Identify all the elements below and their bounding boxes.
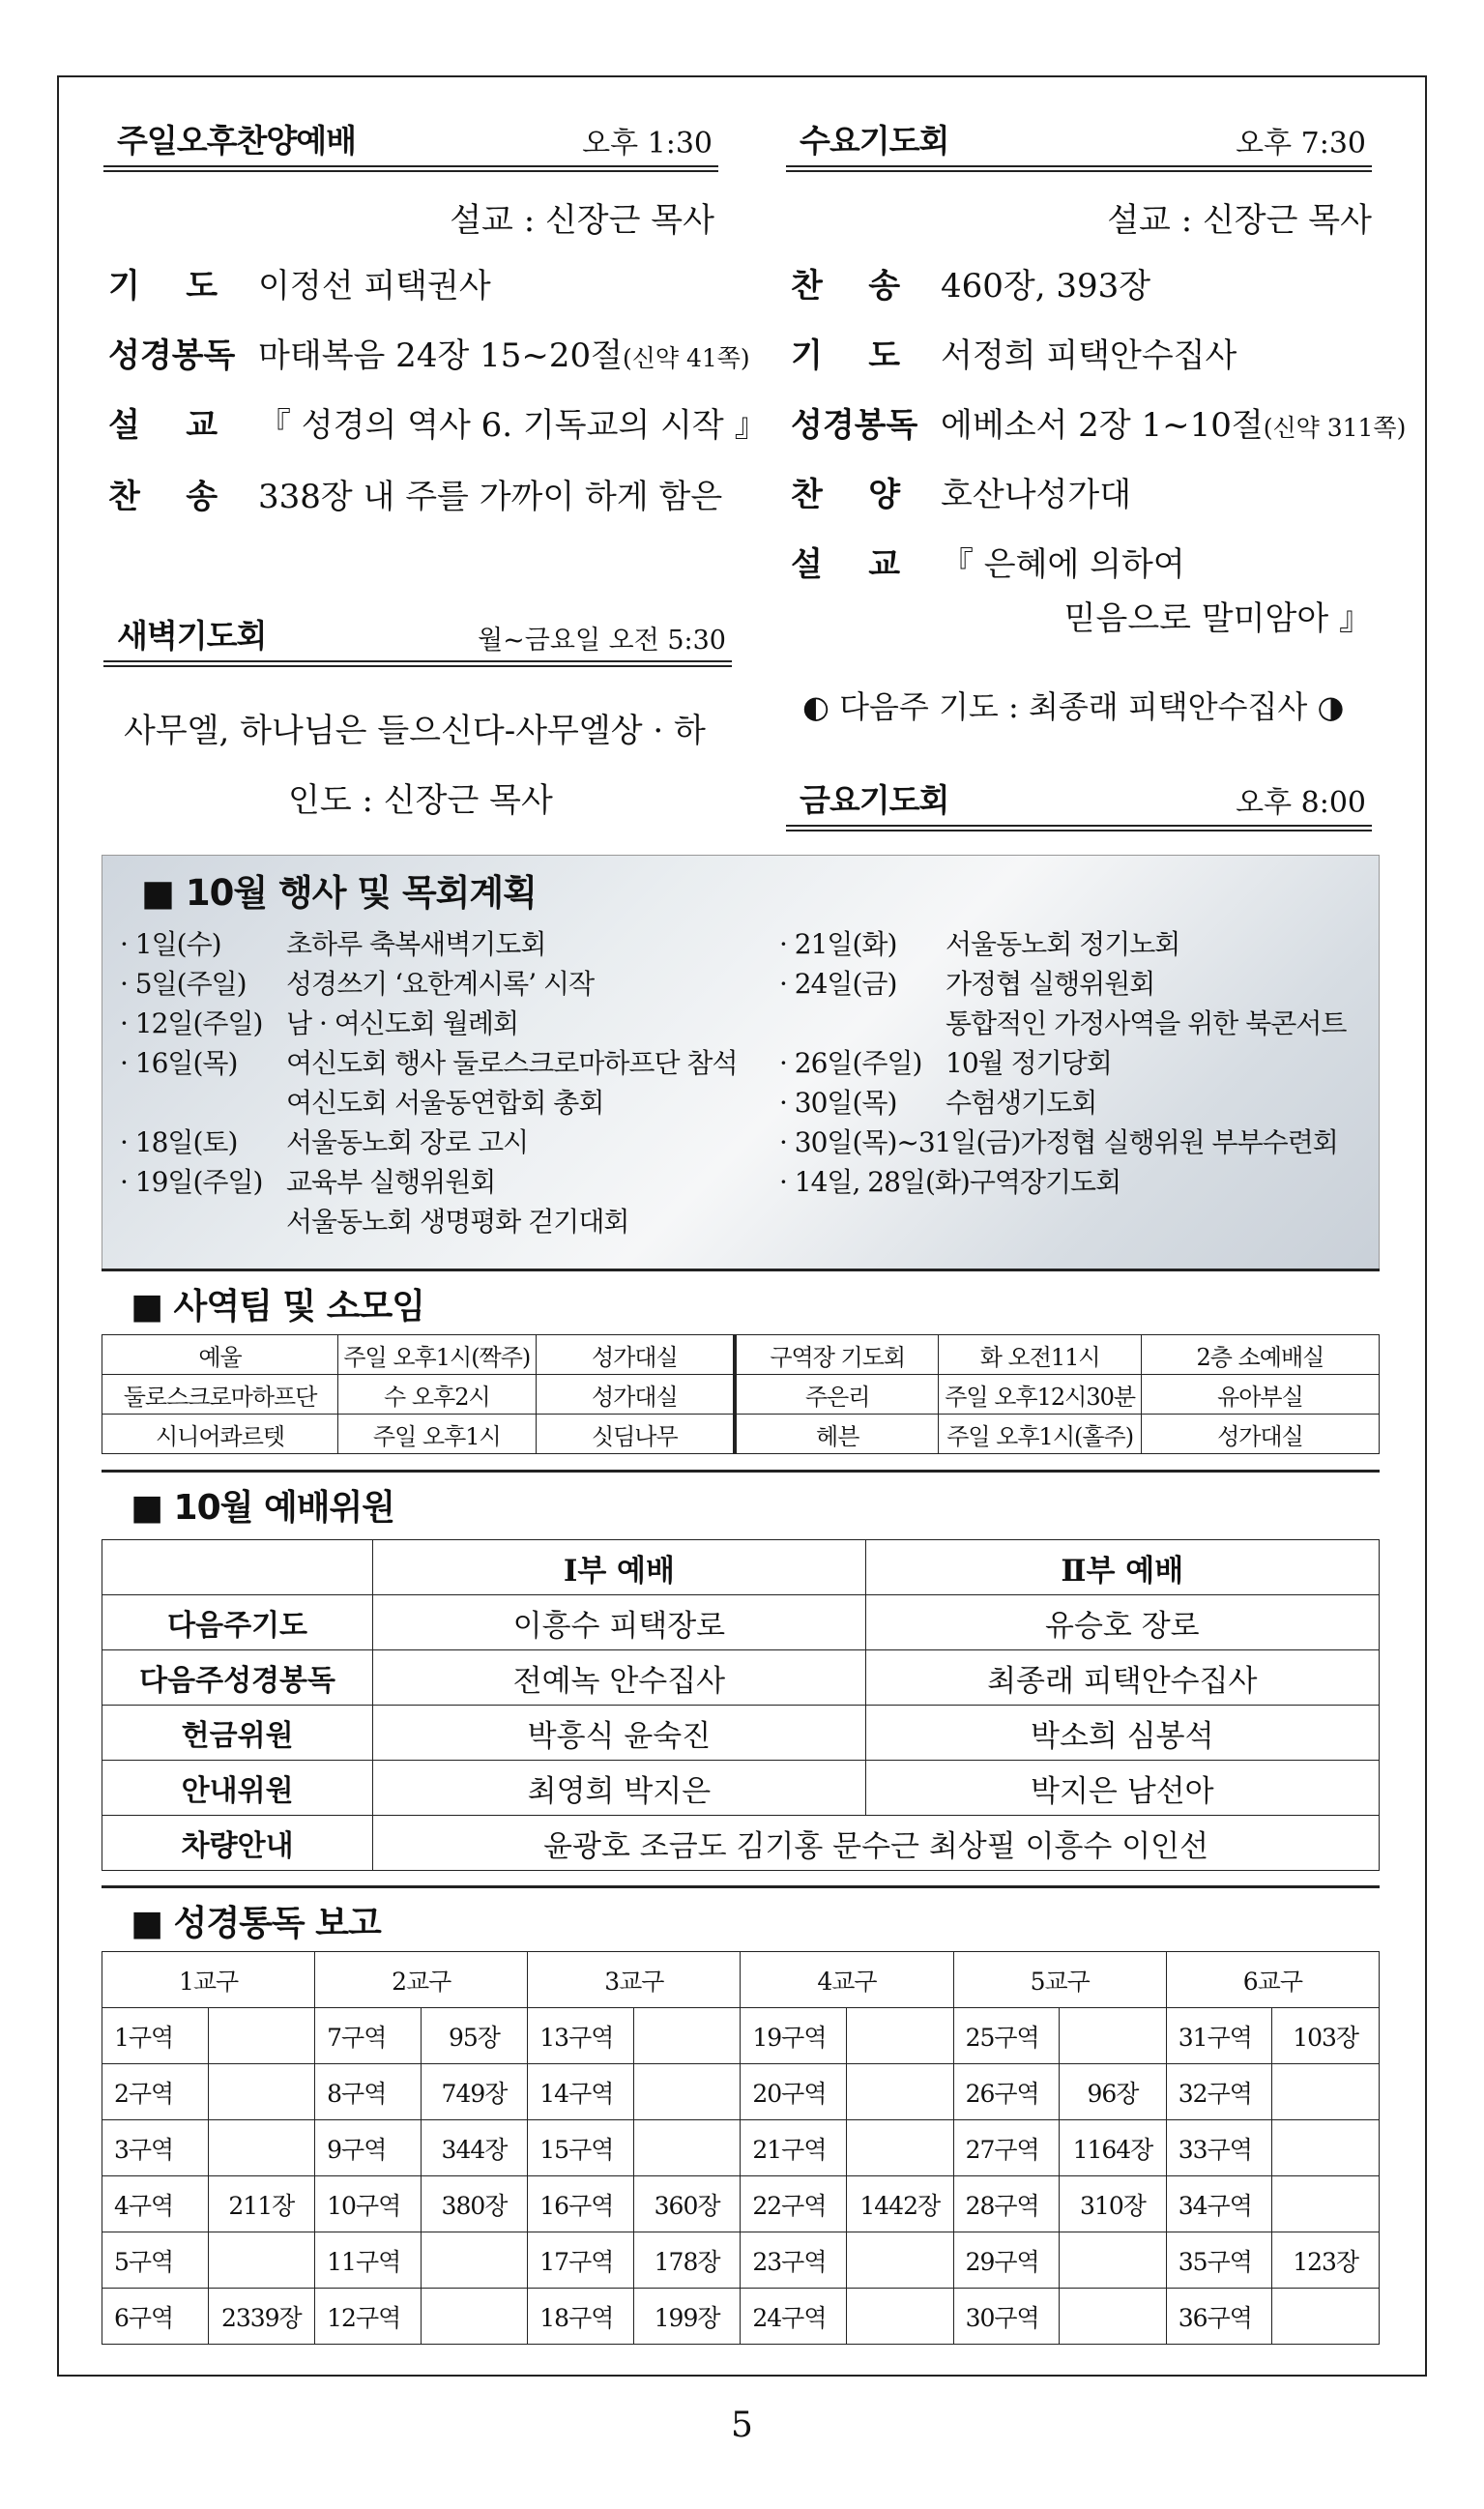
chapters-read xyxy=(1060,2289,1167,2345)
section-name: 5구역 xyxy=(102,2232,209,2289)
table-row xyxy=(102,2176,1380,2232)
event-item xyxy=(120,923,545,962)
chapters-read: 310장 xyxy=(1060,2176,1167,2232)
team-cell: 성가대실 xyxy=(1141,1415,1379,1454)
section-name: 15구역 xyxy=(528,2120,634,2176)
team-cell: 성가대실 xyxy=(536,1375,735,1415)
event-item xyxy=(779,1161,1120,1200)
wednesday-row xyxy=(791,329,1237,376)
servers-header-cell xyxy=(102,1540,373,1595)
section-name: 21구역 xyxy=(741,2120,847,2176)
servers-role: 안내위원 xyxy=(102,1761,373,1816)
section-name: 31구역 xyxy=(1166,2008,1272,2064)
section-name: 20구역 xyxy=(741,2064,847,2120)
team-cell: 화 오전11시 xyxy=(939,1335,1141,1375)
chapters-read: 96장 xyxy=(1060,2064,1167,2120)
district-header: 4교구 xyxy=(741,1952,953,2008)
sunday-row xyxy=(108,329,750,376)
sunday-sermon: 설교 : 신장근 목사 xyxy=(450,201,714,240)
table-row xyxy=(102,2232,1380,2289)
event-date: · 5일(주일) xyxy=(120,968,247,1000)
team-cell: 주일 오후1시 xyxy=(338,1415,537,1454)
sunday-row xyxy=(108,259,491,306)
chapters-read: 380장 xyxy=(421,2176,528,2232)
page-number: 5 xyxy=(731,2406,753,2445)
section-name: 25구역 xyxy=(953,2008,1060,2064)
wednesday-row xyxy=(791,259,1150,306)
section-name: 9구역 xyxy=(315,2120,422,2176)
sunday-row-value: 이정선 피택권사 xyxy=(258,267,491,306)
dawn-topic: 사무엘, 하나님은 들으신다-사무엘상 · 하 xyxy=(124,712,706,750)
team-cell: 주은리 xyxy=(735,1375,939,1415)
sunday-row-label: 설 교 xyxy=(108,406,218,445)
events-title: ■ 10월 행사 및 목회계획 xyxy=(141,872,537,914)
event-text: 교육부 실행위원회 xyxy=(286,1166,496,1198)
table-header-row xyxy=(102,1952,1380,2008)
table-row xyxy=(102,1375,1380,1415)
chapters-read xyxy=(846,2289,953,2345)
section-name: 10구역 xyxy=(315,2176,422,2232)
servers-role: 다음주기도 xyxy=(102,1595,373,1650)
event-date: · 30일(목) xyxy=(779,1087,897,1119)
servers-role: 차량안내 xyxy=(102,1816,373,1871)
section-name: 13구역 xyxy=(528,2008,634,2064)
chapters-read xyxy=(208,2120,315,2176)
chapters-read: 103장 xyxy=(1272,2008,1380,2064)
friday-title: 금요기도회 xyxy=(800,781,949,819)
event-item xyxy=(120,1042,738,1081)
teams-section-header xyxy=(102,1269,1380,1325)
table-row xyxy=(102,1761,1380,1816)
section-name: 3구역 xyxy=(102,2120,209,2176)
section-name: 7구역 xyxy=(315,2008,422,2064)
event-date: · 12일(주일) xyxy=(120,1007,263,1039)
wednesday-row-note: (신약 311쪽) xyxy=(1263,414,1407,442)
sunday-time: 오후 1:30 xyxy=(582,127,713,160)
section-name: 8구역 xyxy=(315,2064,422,2120)
chapters-read: 178장 xyxy=(633,2232,741,2289)
chapters-read: 211장 xyxy=(208,2176,315,2232)
servers-first-service: 박흥식 윤숙진 xyxy=(373,1706,865,1761)
table-row xyxy=(102,1816,1380,1871)
event-text: 여신도회 서울동연합회 총회 xyxy=(286,1087,604,1119)
team-cell: 유아부실 xyxy=(1141,1375,1379,1415)
event-date: · 16일(목) xyxy=(120,1047,238,1079)
event-text: 통합적인 가정사역을 위한 북콘서트 xyxy=(946,1007,1347,1039)
servers-second-service: 박지은 남선아 xyxy=(865,1761,1379,1816)
event-text: 서울동노회 정기노회 xyxy=(946,928,1180,960)
chapters-read: 95장 xyxy=(421,2008,528,2064)
section-name: 11구역 xyxy=(315,2232,422,2289)
event-text: 여신도회 행사 둘로스크로마하프단 참석 xyxy=(286,1047,738,1079)
events-box xyxy=(102,855,1380,1270)
sunday-row-value: 『 성경의 역사 6. 기독교의 시작 』 xyxy=(258,406,768,445)
servers-title: ■ 10월 예배위원 xyxy=(131,1488,395,1528)
team-cell: 싯딤나무 xyxy=(536,1415,735,1454)
wednesday-row xyxy=(791,468,1131,515)
table-row xyxy=(102,1706,1380,1761)
wednesday-row-value: 『 은혜에 의하여 xyxy=(941,545,1185,584)
district-header: 5교구 xyxy=(953,1952,1166,2008)
wednesday-row xyxy=(791,538,1185,585)
table-row xyxy=(102,1595,1380,1650)
team-cell: 헤븐 xyxy=(735,1415,939,1454)
sunday-row-note: (신약 41쪽) xyxy=(622,344,750,372)
servers-second-service: 박소희 심봉석 xyxy=(865,1706,1379,1761)
section-name: 24구역 xyxy=(741,2289,847,2345)
bible-section-header xyxy=(102,1885,1380,1941)
chapters-read: 123장 xyxy=(1272,2232,1380,2289)
event-text: 10월 정기당회 xyxy=(946,1047,1112,1079)
table-row xyxy=(102,2008,1380,2064)
chapters-read xyxy=(1272,2064,1380,2120)
event-date: · 26일(주일) xyxy=(779,1047,922,1079)
event-item xyxy=(779,1003,1346,1041)
district-header: 6교구 xyxy=(1166,1952,1379,2008)
event-item xyxy=(120,963,594,1002)
friday-time: 오후 8:00 xyxy=(1236,786,1366,820)
event-date: · 1일(수) xyxy=(120,928,221,960)
wednesday-title: 수요기도회 xyxy=(800,122,949,160)
section-name: 27구역 xyxy=(953,2120,1060,2176)
sunday-row-label: 찬 송 xyxy=(108,478,218,516)
chapters-read xyxy=(846,2232,953,2289)
section-name: 19구역 xyxy=(741,2008,847,2064)
chapters-read xyxy=(633,2064,741,2120)
bible-reading-table xyxy=(102,1951,1380,2345)
sunday-row-value: 마태복음 24장 15~20절 xyxy=(258,336,623,375)
sunday-row-label: 성경봉독 xyxy=(108,336,236,375)
team-cell: 2층 소예배실 xyxy=(1141,1335,1379,1375)
chapters-read xyxy=(1272,2289,1380,2345)
event-date: · 30일(목)~31일(금) xyxy=(779,1126,1021,1158)
event-date: · 18일(토) xyxy=(120,1126,238,1158)
event-text: 서울동노회 생명평화 걷기대회 xyxy=(286,1206,629,1238)
teams-title: ■ 사역팀 및 소모임 xyxy=(131,1287,425,1327)
event-text: 가정협 실행위원회 xyxy=(946,968,1155,1000)
section-name: 29구역 xyxy=(953,2232,1060,2289)
servers-table xyxy=(102,1539,1380,1871)
section-name: 4구역 xyxy=(102,2176,209,2232)
servers-first-service: 전예녹 안수집사 xyxy=(373,1650,865,1706)
event-item xyxy=(779,963,1154,1002)
wednesday-row-label: 설 교 xyxy=(791,545,901,584)
team-cell: 주일 오후12시30분 xyxy=(939,1375,1141,1415)
event-item xyxy=(120,1082,603,1121)
team-cell: 구역장 기도회 xyxy=(735,1335,939,1375)
chapters-read xyxy=(208,2064,315,2120)
event-item xyxy=(120,1161,495,1200)
servers-first-service: 이흥수 피택장로 xyxy=(373,1595,865,1650)
event-date: · 21일(화) xyxy=(779,928,897,960)
chapters-read xyxy=(846,2120,953,2176)
table-row xyxy=(102,1335,1380,1375)
section-name: 2구역 xyxy=(102,2064,209,2120)
sunday-row-value: 338장 내 주를 가까이 하게 함은 xyxy=(258,478,723,516)
event-item xyxy=(779,1042,1112,1081)
chapters-read xyxy=(421,2232,528,2289)
event-text: 구역장기도회 xyxy=(969,1166,1121,1198)
event-text: 초하루 축복새벽기도회 xyxy=(286,928,546,960)
event-date: · 14일, 28일(화) xyxy=(779,1166,970,1198)
dawn-header xyxy=(103,609,732,667)
chapters-read xyxy=(633,2008,741,2064)
event-text: 성경쓰기 ‘요한계시록’ 시작 xyxy=(286,968,595,1000)
chapters-read: 1442장 xyxy=(846,2176,953,2232)
chapters-read xyxy=(208,2008,315,2064)
servers-header-cell: Ⅱ부 예배 xyxy=(865,1540,1379,1595)
event-text: 서울동노회 장로 고시 xyxy=(286,1126,529,1158)
servers-second-service: 최종래 피택안수집사 xyxy=(865,1650,1379,1706)
wednesday-sermon: 설교 : 신장근 목사 xyxy=(1107,201,1372,240)
event-item xyxy=(779,1082,1096,1121)
next-week-prayer: ◐ 다음주 기도 : 최종래 피택안수집사 ◑ xyxy=(802,688,1345,725)
table-row xyxy=(102,1415,1380,1454)
chapters-read xyxy=(846,2064,953,2120)
section-name: 22구역 xyxy=(741,2176,847,2232)
section-name: 33구역 xyxy=(1166,2120,1272,2176)
wednesday-row-label: 성경봉독 xyxy=(791,406,918,445)
event-date: · 19일(주일) xyxy=(120,1166,263,1198)
table-header-row xyxy=(102,1540,1380,1595)
sunday-row xyxy=(108,470,722,517)
sunday-title: 주일오후찬양예배 xyxy=(117,122,357,160)
team-cell: 주일 오후1시(짝주) xyxy=(338,1335,537,1375)
section-name: 28구역 xyxy=(953,2176,1060,2232)
section-name: 6구역 xyxy=(102,2289,209,2345)
chapters-read: 1164장 xyxy=(1060,2120,1167,2176)
team-cell: 예울 xyxy=(102,1335,338,1375)
servers-header-cell: Ⅰ부 예배 xyxy=(373,1540,865,1595)
section-name: 34구역 xyxy=(1166,2176,1272,2232)
district-header: 2교구 xyxy=(315,1952,528,2008)
section-name: 18구역 xyxy=(528,2289,634,2345)
table-row xyxy=(102,1650,1380,1706)
table-row xyxy=(102,2289,1380,2345)
chapters-read xyxy=(633,2120,741,2176)
vehicle-guides: 윤광호 조금도 김기홍 문수근 최상필 이흥수 이인선 xyxy=(373,1816,1380,1871)
event-date: · 24일(금) xyxy=(779,968,897,1000)
sunday-header xyxy=(103,114,718,172)
table-row xyxy=(102,2064,1380,2120)
sunday-row-label: 기 도 xyxy=(108,267,218,306)
friday-header xyxy=(786,773,1372,831)
event-item xyxy=(779,923,1179,962)
section-name: 36구역 xyxy=(1166,2289,1272,2345)
section-name: 17구역 xyxy=(528,2232,634,2289)
section-name: 32구역 xyxy=(1166,2064,1272,2120)
wednesday-sermon-title-cont: 믿음으로 말미암아 』 xyxy=(1063,599,1372,638)
event-text: 남 · 여신도회 월례회 xyxy=(286,1007,518,1039)
event-item xyxy=(779,1122,1338,1160)
section-name: 12구역 xyxy=(315,2289,422,2345)
wednesday-row-label: 찬 송 xyxy=(791,267,901,306)
chapters-read: 344장 xyxy=(421,2120,528,2176)
section-name: 35구역 xyxy=(1166,2232,1272,2289)
servers-role: 다음주성경봉독 xyxy=(102,1650,373,1706)
wednesday-time: 오후 7:30 xyxy=(1236,127,1366,160)
chapters-read: 360장 xyxy=(633,2176,741,2232)
section-name: 30구역 xyxy=(953,2289,1060,2345)
chapters-read xyxy=(208,2232,315,2289)
section-name: 26구역 xyxy=(953,2064,1060,2120)
sunday-row xyxy=(108,398,768,446)
chapters-read xyxy=(846,2008,953,2064)
wednesday-row-value: 호산나성가대 xyxy=(941,476,1132,514)
servers-second-service: 유승호 장로 xyxy=(865,1595,1379,1650)
team-cell: 시니어콰르텟 xyxy=(102,1415,338,1454)
dawn-leader: 인도 : 신장근 목사 xyxy=(288,781,553,820)
chapters-read xyxy=(1060,2232,1167,2289)
event-text: 수험생기도회 xyxy=(946,1087,1097,1119)
servers-section-header xyxy=(102,1470,1380,1526)
event-item xyxy=(120,1003,518,1041)
chapters-read: 2339장 xyxy=(208,2289,315,2345)
chapters-read xyxy=(421,2289,528,2345)
servers-role: 헌금위원 xyxy=(102,1706,373,1761)
bible-title: ■ 성경통독 보고 xyxy=(131,1904,381,1943)
chapters-read xyxy=(1272,2176,1380,2232)
team-cell: 둘로스크로마하프단 xyxy=(102,1375,338,1415)
team-cell: 수 오후2시 xyxy=(338,1375,537,1415)
wednesday-row-label: 찬 양 xyxy=(791,476,901,514)
wednesday-row-label: 기 도 xyxy=(791,336,901,375)
chapters-read: 749장 xyxy=(421,2064,528,2120)
section-name: 14구역 xyxy=(528,2064,634,2120)
chapters-read xyxy=(1272,2120,1380,2176)
section-name: 1구역 xyxy=(102,2008,209,2064)
dawn-title: 새벽기도회 xyxy=(117,617,267,655)
chapters-read: 199장 xyxy=(633,2289,741,2345)
district-header: 3교구 xyxy=(528,1952,741,2008)
servers-first-service: 최영희 박지은 xyxy=(373,1761,865,1816)
event-text: 가정협 실행위원 부부수련회 xyxy=(1020,1126,1338,1158)
team-cell: 주일 오후1시(홀주) xyxy=(939,1415,1141,1454)
wednesday-header xyxy=(786,114,1372,172)
team-cell: 성가대실 xyxy=(536,1335,735,1375)
chapters-read xyxy=(1060,2008,1167,2064)
section-name: 16구역 xyxy=(528,2176,634,2232)
table-row xyxy=(102,2120,1380,2176)
teams-table xyxy=(102,1334,1380,1454)
wednesday-row-value: 460장, 393장 xyxy=(941,267,1151,306)
event-item xyxy=(120,1201,628,1240)
section-name: 23구역 xyxy=(741,2232,847,2289)
wednesday-row xyxy=(791,398,1406,446)
wednesday-row-value: 서정희 피택안수집사 xyxy=(941,336,1237,375)
dawn-time: 월~금요일 오전 5:30 xyxy=(478,626,726,656)
event-item xyxy=(120,1122,528,1160)
wednesday-row-value: 에베소서 2장 1~10절 xyxy=(941,406,1264,445)
district-header: 1교구 xyxy=(102,1952,315,2008)
